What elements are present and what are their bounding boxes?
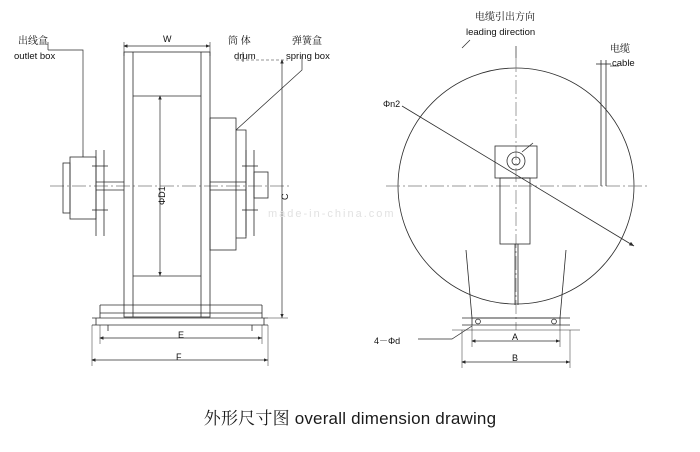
dim-bolt-note: 4－Φd	[374, 336, 401, 346]
dim-diameter-d1: ΦD1	[157, 186, 167, 205]
callout-outlet-box-cn: 出线盒	[18, 36, 48, 47]
watermark: made-in-china.com	[268, 208, 396, 220]
callout-cable-en: cable	[612, 58, 635, 69]
left-elevation	[50, 52, 290, 331]
dim-b: B	[512, 353, 519, 363]
callout-drum-en: drum	[234, 51, 256, 62]
dim-w: W	[163, 34, 172, 44]
callout-spring-box-cn: 弹簧盒	[292, 36, 322, 47]
callout-spring-box-en: spring box	[286, 51, 330, 62]
drawing-caption: 外形尺寸图 overall dimension drawing	[203, 409, 497, 428]
callout-leading-direction-cn: 电缆引出方向	[475, 12, 535, 23]
right-elevation	[386, 58, 648, 330]
callout-leading-direction-en: leading direction	[466, 27, 536, 38]
dim-cable-diameter: Φn2	[383, 99, 401, 109]
dim-f: F	[176, 352, 182, 362]
callout-cable-cn: 电缆	[610, 44, 630, 55]
dim-c: C	[280, 193, 290, 200]
callout-outlet-box-en: outlet box	[14, 51, 56, 62]
callout-drum-cn: 筒 体	[228, 36, 251, 47]
dim-e: E	[178, 330, 185, 340]
dim-a: A	[512, 332, 519, 342]
